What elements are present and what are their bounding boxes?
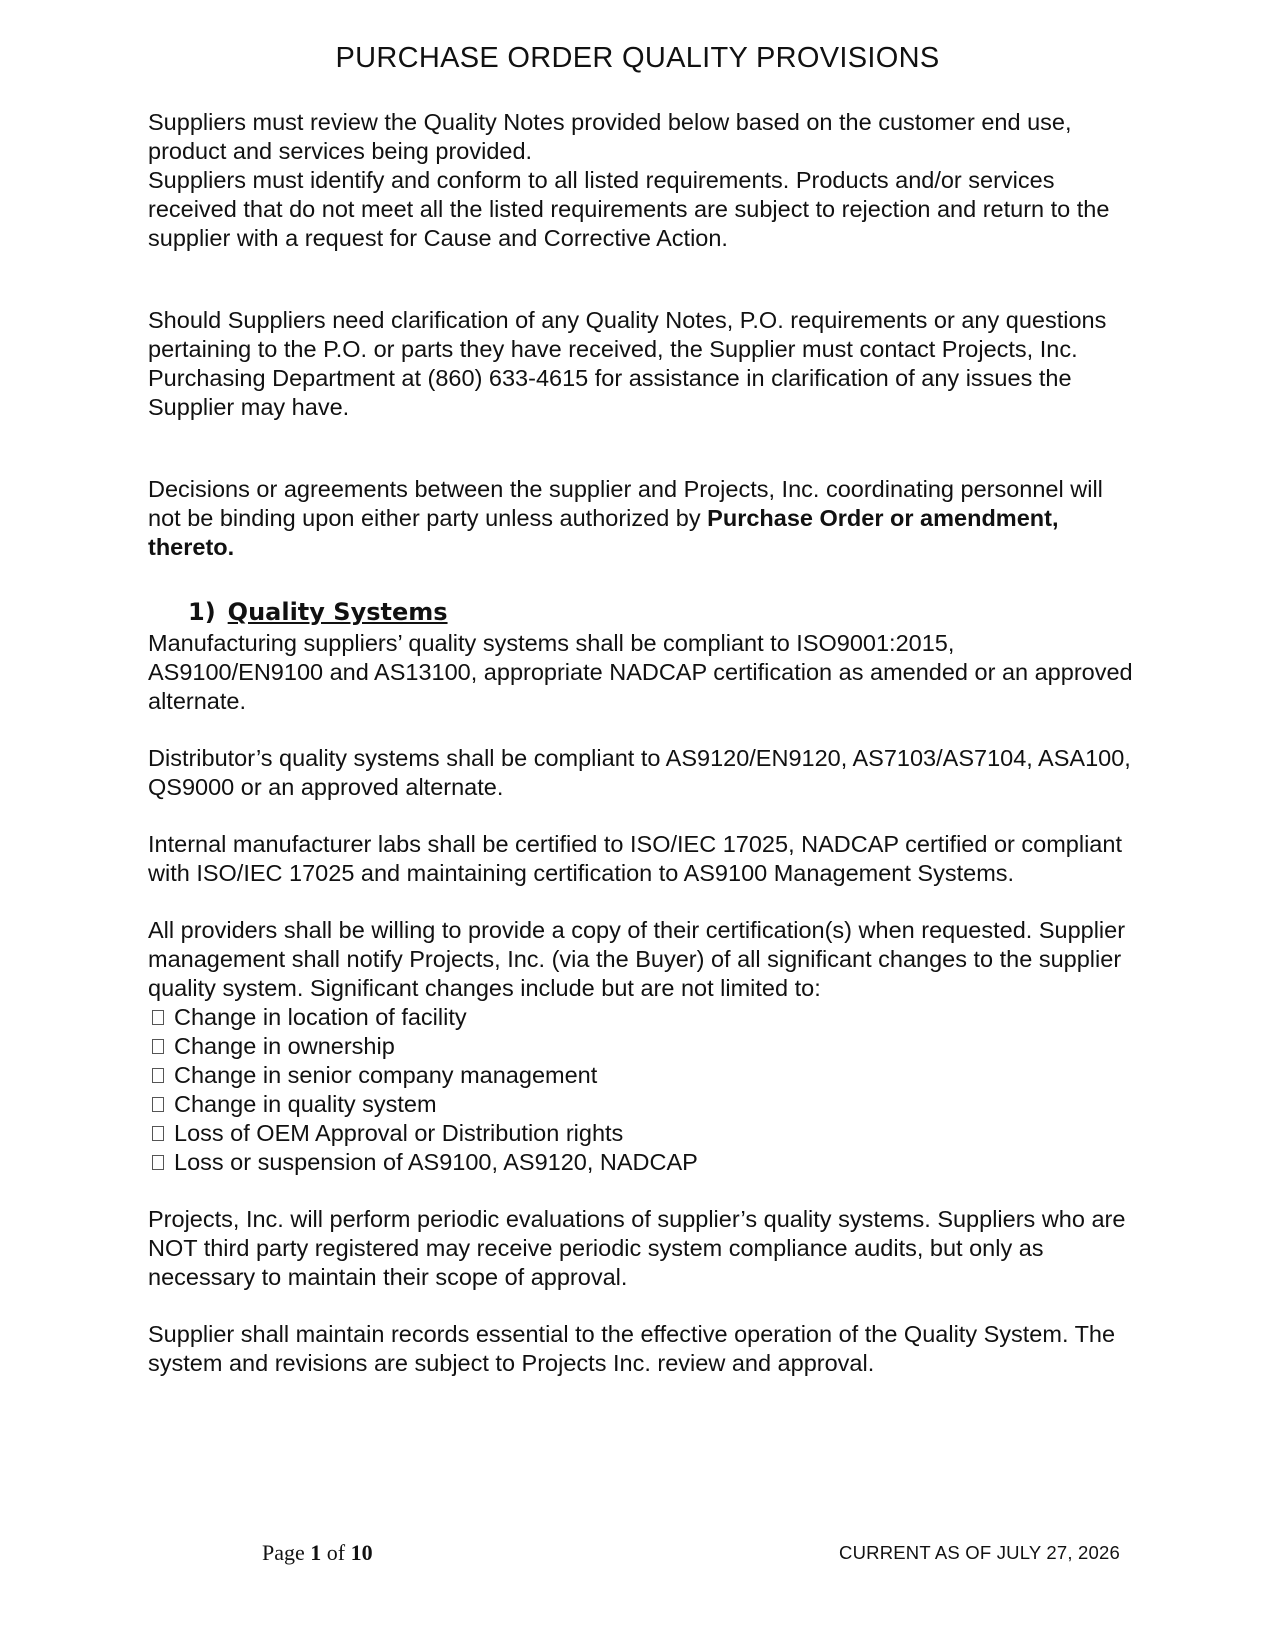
list-item: Loss or suspension of AS9100, AS9120, NADCAP <box>148 1148 1133 1177</box>
revision-date: CURRENT AS OF JULY 27, 2026 <box>839 1542 1120 1563</box>
intro-paragraph-3: Should Suppliers need clarification of any Quality Notes, P.O. requirements or any questions pertaining to the P.O. or parts they have received, the Supplier must contact Projects, Inc. Purchasing Department at (860) 633-4615 for assistance in clarification of any issues the Supplier may have. <box>148 307 1107 420</box>
document-body <box>148 108 1133 1378</box>
quality-paragraph-3: Internal manufacturer labs shall be certified to ISO/IEC 17025, NADCAP certified or compliant with ISO/IEC 17025 and maintaining certification to AS9100 Management Systems. <box>148 831 1122 886</box>
bullet-box-icon <box>152 1068 164 1083</box>
bullet-box-icon <box>152 1010 164 1025</box>
page-number: Page 1 of 10 <box>262 1540 373 1565</box>
bullet-box-icon <box>152 1097 164 1112</box>
quality-paragraph-2: Distributor’s quality systems shall be compliant to AS9120/EN9120, AS7103/AS7104, ASA100, QS9000 or an approved alternate. <box>148 745 1131 800</box>
quality-paragraph-4: All providers shall be willing to provide a copy of their certification(s) when requested. Supplier management shall notify Projects, Inc. (via the Buyer) of all significant changes to the supplier quality system. Significant changes include but are not limited to: <box>148 917 1126 1001</box>
section-title: Quality Systems <box>227 598 448 626</box>
intro-paragraph-4 <box>148 475 1133 562</box>
quality-paragraph-6: Supplier shall maintain records essential to the effective operation of the Quality System. The system and revisions are subject to Projects Inc. review and approval. <box>148 1321 1116 1376</box>
intro-paragraph-2: Suppliers must identify and conform to all listed requirements. Products and/or services received that do not meet all the listed requirements are subject to rejection and return to the supplier with a request for Cause and Corrective Action. <box>148 167 1110 251</box>
list-item: Loss of OEM Approval or Distribution rights <box>148 1119 1133 1148</box>
list-item: Change in quality system <box>148 1090 1133 1119</box>
significant-changes-list <box>148 1003 1133 1177</box>
list-item: Change in senior company management <box>148 1061 1133 1090</box>
list-item: Change in location of facility <box>148 1003 1133 1032</box>
bullet-box-icon <box>152 1155 164 1170</box>
document-title: PURCHASE ORDER QUALITY PROVISIONS <box>335 42 940 74</box>
section-heading-quality-systems <box>188 595 1133 629</box>
intro-paragraph-4-text: Decisions or agreements between the supplier and Projects, Inc. coordinating personnel will not be binding upon either party unless authorized by <box>148 476 1103 531</box>
intro-paragraph-4-bold: Purchase Order or amendment, thereto. <box>148 505 1059 560</box>
bullet-box-icon <box>152 1126 164 1141</box>
intro-paragraph-1: Suppliers must review the Quality Notes provided below based on the customer end use, product and services being provided. <box>148 109 1072 164</box>
quality-paragraph-5: Projects, Inc. will perform periodic evaluations of supplier’s quality systems. Suppliers who are NOT third party registered may receive periodic system compliance audits, but only as necessary to maintain their scope of approval. <box>148 1206 1126 1290</box>
quality-paragraph-1: Manufacturing suppliers’ quality systems shall be compliant to ISO9001:2015, AS9100/EN9100 and AS13100, appropriate NADCAP certification as amended or an approved alternate. <box>148 630 1133 714</box>
list-item: Change in ownership <box>148 1032 1133 1061</box>
bullet-box-icon <box>152 1039 164 1054</box>
section-number: 1) <box>188 598 216 626</box>
